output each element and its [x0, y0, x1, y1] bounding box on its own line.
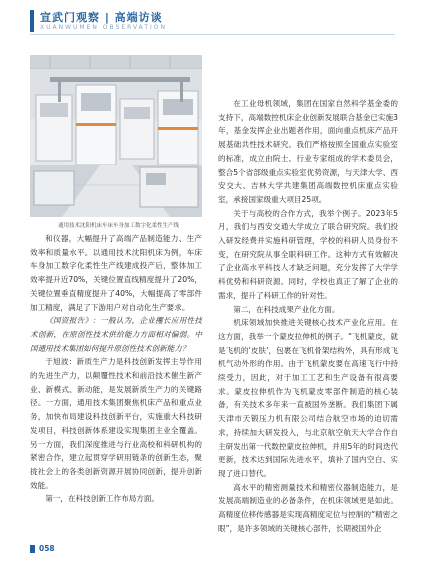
interview-question: 《国资报告》：一般认为，企业攫长应用性技术创新，在原创性技术供给能力方面相对偏弱。中国通用技术集团如何提升原创性技术创新能力？: [30, 316, 202, 353]
column-subtitle: XUANWUMEN OBSERVATION: [40, 24, 167, 31]
page-number-marker: [30, 545, 35, 553]
column-title: 宣武门观察 | 高端访谈: [40, 11, 163, 24]
factory-photo: [30, 55, 202, 217]
section-heading: 第二，在科技成果产业化方面。: [233, 304, 340, 314]
right-column-text: [218, 97, 398, 536]
left-column-text: [30, 232, 202, 506]
photo-caption: 通用技术沈阳机床车床车身加工数字化柔性生产线: [58, 223, 180, 229]
paragraph: 和仪器，大幅提升了高端产品制造能力、生产效率和质量水平。以通用技术沈阳机床为例，车床车身加工数字化柔性生产线建成投产后，整体加工效率提升近70%，关键位置直线精度提升了20%，关键位置垂直精度提升了40%，大幅提高了零部件加工精度，满足了下游用户对自动化生产要求。: [30, 234, 202, 312]
paragraph: 在工业母机领域，集团在国家自然科学基金委的支持下，高端数控机床企业创新发展联合基金已实施3年，基金发挥企业出题者作用，面向重点机床产品开展基础共性技术研究。我们严格按照全国重点实验室的标准，成立由院士、行业专家组成的学术委员会，整合5个省部级重点实验室优势资源，与天津大学、西安交大、吉林大学共建集团高端数控机床重点实验室，承接国家级重大项目25项。: [218, 99, 398, 204]
page-header: [0, 0, 427, 38]
page-number: 058: [39, 544, 55, 553]
paragraph-answer: 于旭波：新质生产力是科技创新发挥主导作用的先进生产力，以颠覆性技术和前沿技术催生新产业、新模式、新动能，是发展新质生产力的关键路径。一方面，通用技术集团聚焦机床产品和重点业务，加快布局建设科技创新平台，实施重大科技研发项目，科技创新体系建设实现集团主业全覆盖。另一方面，我们深度推进与行业高校和科研机构的紧密合作，建立起贯穿学研用链条的创新生态，聚拢社会上的各类创新资源开展协同创新，提升创新效能。: [30, 357, 202, 490]
paragraph: 关于与高校的合作方式，我举个例子。2023年5月，我们与西安交通大学成立了联合研究院。我们投入研发经费并实施科研管理，学校的科研人员身份不变，在研究院从事全职科研工作。这种方式有效解决了企业高水平科技人才缺乏问题，充分发挥了大学学科优势和科研资源。同时，学校也真正了解了企业的需求，提升了科研工作的针对性。: [218, 208, 398, 300]
paragraph: 机床领域加快推进关键核心技术产业化应用。在这方面，我举一个蒙皮拉伸机的例子。“飞机蒙皮，就是飞机的‘皮肤’，包裹在飞机骨架结构外，具有形成飞机气动外形的作用。由于飞机蒙皮要在高速飞行中持续受力，因此，对于加工工艺和生产设备有很高要求。蒙皮拉伸机作为飞机蒙皮零部件制造的核心装备，有关技术多年来一直被国外垄断。我们集团下属天津市天锻压力机有限公司结合航空市场的迫切需求，持续加大研发投入，与北京航空航天大学合作自主研发出第一代数控蒙皮拉伸机，并用5年的时间迭代更新，技术达到国际先进水平，填补了国内空白、实现了进口替代。: [218, 318, 398, 478]
header-accent-bar: [30, 10, 34, 32]
header-divider: [30, 34, 395, 35]
paragraph: 第一，在科技创新工作布局方面。: [45, 494, 160, 504]
paragraph: 高水平的精密测量技术和精密仪器制造能力，是发展高端制造业的必备条件，在机床领域更是如此。高精度位移传感器是实现高精度定位与控制的“精密之眼”，是许多领域的关键核心部件，长期被国外企: [218, 482, 398, 533]
